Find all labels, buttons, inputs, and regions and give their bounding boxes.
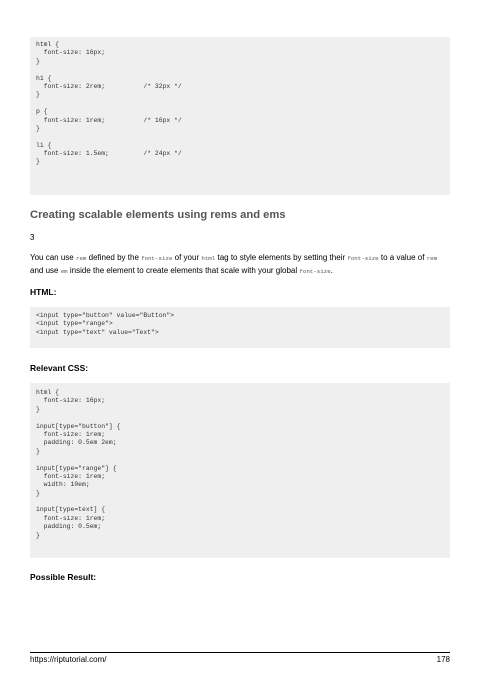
para-text: . xyxy=(330,265,333,275)
para-text: You can use xyxy=(30,253,76,262)
page-footer xyxy=(30,652,450,665)
code-line: font-size: 1rem; xyxy=(36,514,106,522)
code-line: } xyxy=(36,91,40,99)
code-block-css xyxy=(30,383,450,558)
code-line xyxy=(36,414,444,422)
code-line: width: 10em; xyxy=(36,481,90,489)
inline-code: html xyxy=(201,255,216,262)
code-line: } xyxy=(36,158,40,166)
code-line: } xyxy=(36,531,40,539)
code-line: } xyxy=(36,489,40,497)
para-text: inside the element to create elements that scale with your global xyxy=(67,265,300,275)
section-title: Creating scalable elements using rems and ems xyxy=(30,209,286,221)
code-line xyxy=(36,100,444,108)
code-line: h1 { xyxy=(36,74,52,82)
para-text: to a value of xyxy=(378,253,427,262)
code-line: html { xyxy=(36,41,60,48)
code-line: } xyxy=(36,447,40,455)
inline-code: font-size xyxy=(347,255,379,262)
code-line xyxy=(36,498,444,506)
code-line: font-size: 1rem; /* 16px */ xyxy=(36,116,182,124)
inline-code: rem xyxy=(426,255,438,262)
code-line xyxy=(36,66,444,74)
code-line: input[type=text] { xyxy=(36,506,106,514)
page-number: 178 xyxy=(436,655,450,664)
para-text: and use xyxy=(30,265,61,275)
code-block-font-sizes xyxy=(30,37,450,195)
code-line: <input type="button" value="Button"> xyxy=(36,312,175,319)
css-heading: Relevant CSS: xyxy=(30,363,89,373)
para-text: tag to style elements by setting their xyxy=(215,253,348,262)
code-line xyxy=(36,456,444,464)
inline-code: font-size xyxy=(141,255,173,262)
para-text: of your xyxy=(172,253,202,262)
footer-url[interactable]: https://riptutorial.com/ xyxy=(30,655,107,664)
code-line: input[type="button"] { xyxy=(36,422,121,430)
html-heading: HTML: xyxy=(30,287,57,297)
code-line: font-size: 1.5em; /* 24px */ xyxy=(36,150,182,158)
code-line: font-size: 16px; xyxy=(36,49,106,57)
code-line: input[type="range"] { xyxy=(36,464,117,472)
explanation-paragraph xyxy=(30,252,450,277)
code-line: <input type="text" value="Text"> xyxy=(36,328,159,336)
code-line: font-size: 16px; xyxy=(36,397,106,405)
page-content xyxy=(30,37,450,583)
code-line: padding: 0.5em 2em; xyxy=(36,439,117,447)
code-line: } xyxy=(36,405,40,413)
inline-code: rem xyxy=(75,255,87,262)
code-line: padding: 0.5em; xyxy=(36,523,102,531)
code-line: font-size: 1rem; xyxy=(36,472,106,480)
inline-code: em xyxy=(60,267,68,275)
code-line: font-size: 1rem; xyxy=(36,430,106,438)
code-line: } xyxy=(36,57,40,65)
code-block-html xyxy=(30,307,450,348)
para-text: defined by the xyxy=(86,253,142,262)
code-line: <input type="range"> xyxy=(36,320,113,328)
code-line: html { xyxy=(36,389,60,396)
result-heading: Possible Result: xyxy=(30,572,97,582)
code-line: font-size: 2rem; /* 32px */ xyxy=(36,82,182,90)
inline-code: font-size xyxy=(299,267,331,275)
code-line: p { xyxy=(36,108,48,116)
step-number: 3 xyxy=(30,233,35,242)
code-line: li { xyxy=(36,141,52,149)
code-line xyxy=(36,133,444,141)
code-line: } xyxy=(36,124,40,132)
